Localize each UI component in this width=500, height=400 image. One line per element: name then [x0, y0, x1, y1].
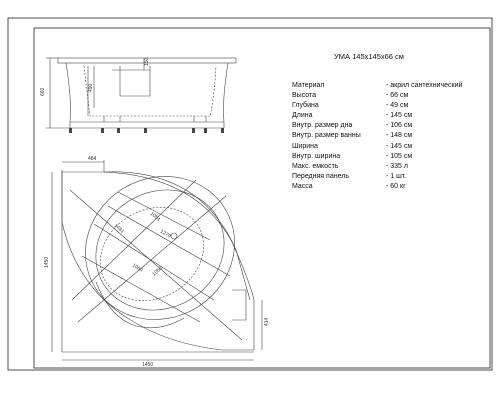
plan-small-label: 414	[264, 317, 270, 326]
spec-row	[292, 152, 492, 162]
spec-value: - 49 см	[386, 102, 409, 110]
side-leg	[117, 128, 120, 133]
plan-diag-label: 1270	[158, 228, 172, 240]
plan-panel	[232, 290, 246, 320]
plan-top-label: 484	[88, 156, 97, 162]
spec-label: Высота	[292, 92, 317, 100]
spec-row	[292, 142, 492, 152]
plan-basin-outer	[59, 149, 261, 346]
plan-diagonal	[108, 206, 230, 276]
spec-label: Глубина	[292, 102, 319, 110]
spec-value: - 60 кг	[386, 182, 406, 190]
side-left-wall	[66, 63, 71, 128]
spec-row	[292, 91, 492, 101]
side-leg	[204, 128, 207, 133]
spec-value: - 145 см	[386, 142, 413, 150]
drawing-title: УМА 145x145x66 см	[334, 52, 404, 61]
spec-label: Передняя панель	[292, 172, 349, 180]
side-small-label: 150	[144, 57, 150, 66]
spec-row	[292, 182, 492, 192]
plan-diag-label: 1060	[130, 262, 144, 274]
spec-label: Материал	[292, 82, 325, 89]
spec-value: - акрил сантехнический	[386, 82, 463, 89]
side-leg	[69, 128, 72, 133]
side-depth-label: 490	[88, 83, 94, 92]
spec-row	[292, 162, 492, 172]
spec-label: Макс. емкость	[292, 162, 339, 170]
spec-value: - 145 см	[386, 112, 413, 120]
plan-diag-label: 1050	[151, 265, 164, 278]
plan-diag-label: 1054	[148, 210, 162, 223]
plan-bottom-label: 1450	[142, 362, 154, 368]
spec-value: - 106 см	[386, 122, 413, 130]
spec-label: Внутр. размер дна	[292, 122, 353, 130]
side-leg	[144, 128, 147, 133]
plan-view	[52, 149, 262, 360]
spec-row	[292, 101, 492, 111]
side-legs	[69, 128, 224, 133]
spec-value: - 148 см	[386, 132, 413, 140]
spec-value: - 66 см	[386, 92, 409, 100]
spec-label: Длина	[292, 112, 313, 120]
outer-frame	[8, 18, 492, 370]
side-leg	[192, 128, 195, 133]
spec-row	[292, 131, 492, 141]
spec-value: - 105 см	[386, 152, 413, 160]
spec-label: Внутр. ширина	[292, 152, 341, 160]
side-right-wall	[224, 63, 229, 128]
side-view	[46, 58, 236, 128]
side-step	[120, 66, 150, 96]
side-height-label: 660	[40, 87, 46, 96]
plan-diagonal	[70, 190, 242, 340]
spec-label: Масса	[292, 182, 313, 190]
spec-value: - 1 шт.	[386, 172, 407, 180]
plan-diagonal	[94, 224, 214, 300]
spec-value: - 335 л	[386, 162, 408, 170]
spec-row	[292, 172, 492, 182]
side-leg	[221, 128, 224, 133]
spec-row	[292, 81, 492, 91]
spec-table	[292, 81, 492, 192]
plan-diag-label: 1481	[112, 222, 126, 235]
spec-row	[292, 111, 492, 121]
plan-side-label: 1450	[44, 256, 50, 268]
plan-basin-inner	[74, 167, 246, 333]
spec-label: Ширина	[292, 142, 318, 150]
spec-label: Внутр. размер ванны	[292, 132, 361, 140]
spec-row	[292, 121, 492, 131]
side-leg	[101, 128, 104, 133]
